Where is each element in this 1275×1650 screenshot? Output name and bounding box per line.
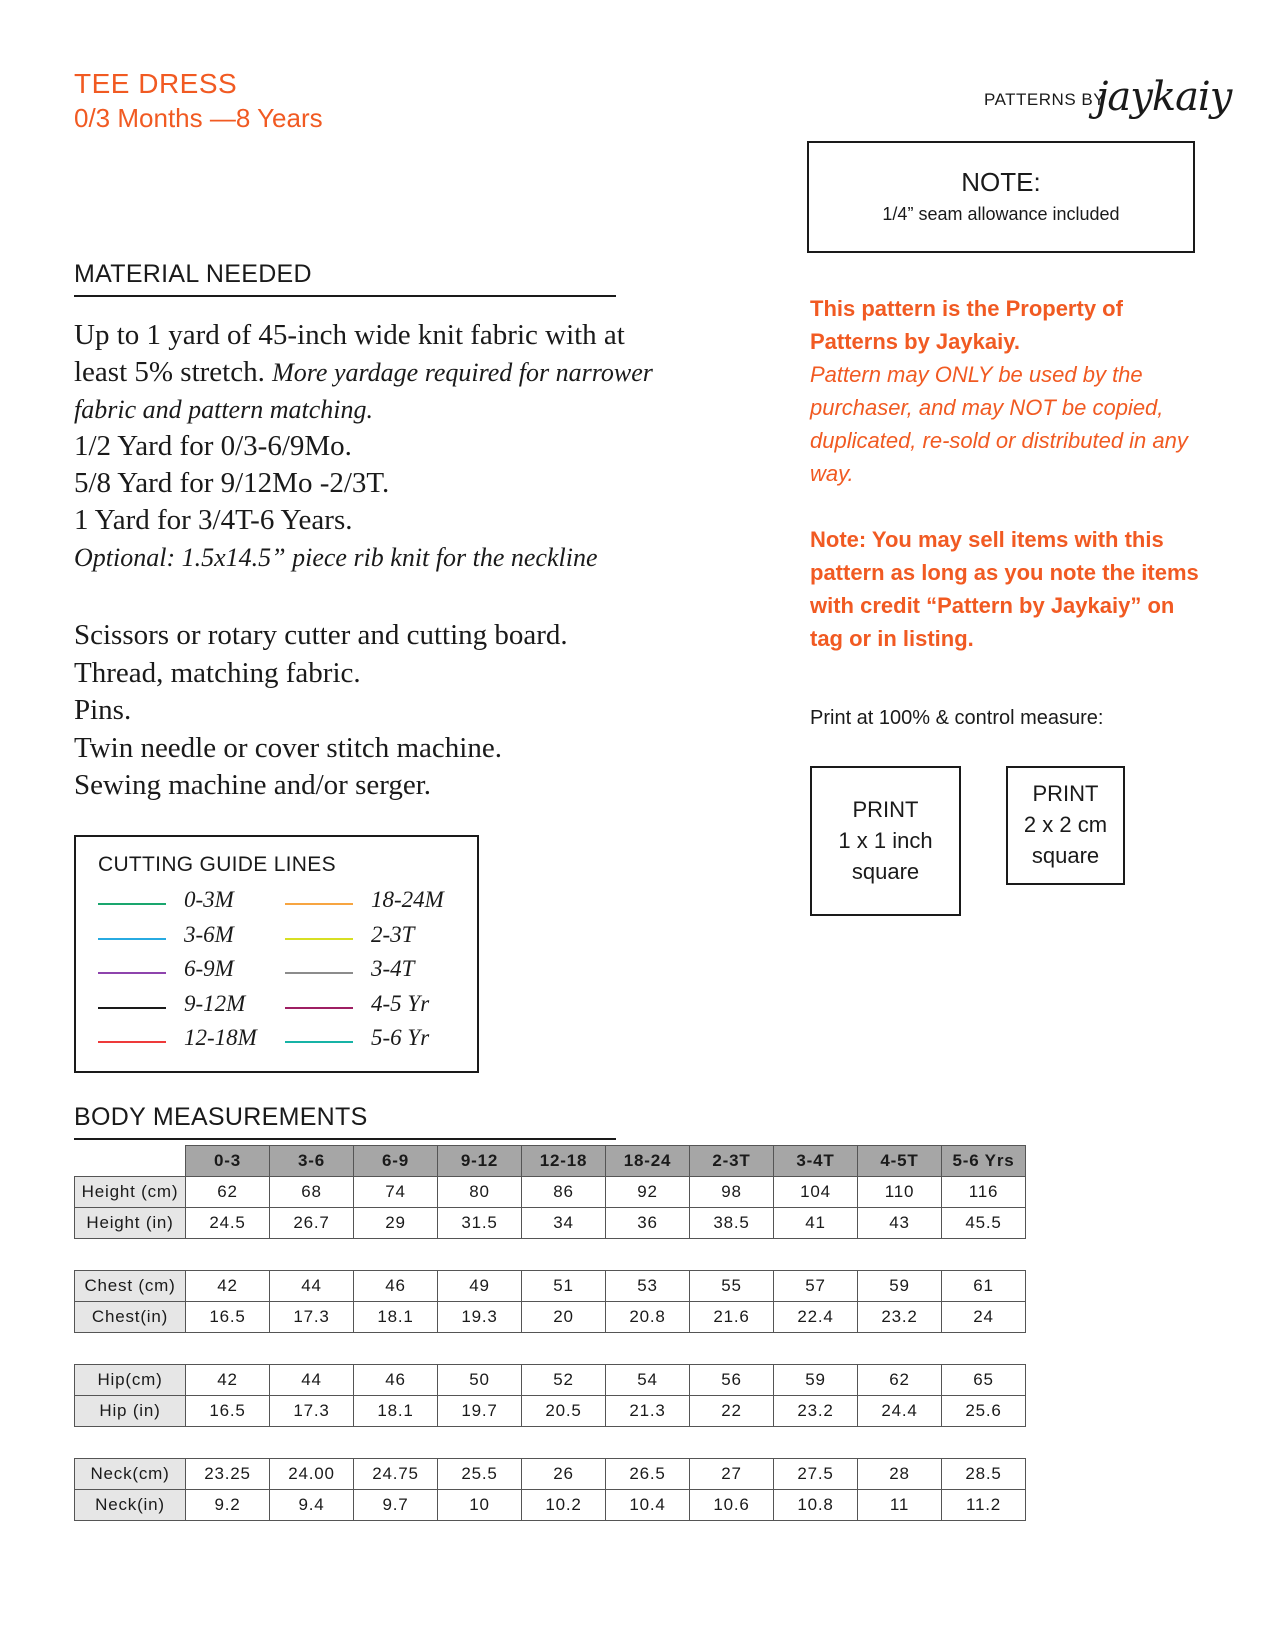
row-label: Hip(cm): [75, 1365, 186, 1396]
table-cell: 43: [858, 1208, 942, 1239]
cutting-guide-line: [98, 903, 166, 905]
table-cell: 20.5: [522, 1396, 606, 1427]
table-row: [75, 1365, 1026, 1396]
table-cell: 61: [942, 1271, 1026, 1302]
table-cell: 74: [354, 1177, 438, 1208]
size-column-header: 9-12: [438, 1146, 522, 1177]
table-cell: 38.5: [690, 1208, 774, 1239]
table-cell: 16.5: [186, 1302, 270, 1333]
size-column-header: 18-24: [606, 1146, 690, 1177]
print-cm-size: 2 x 2 cm: [1023, 812, 1108, 837]
cutting-guide-legend: [74, 835, 479, 1073]
table-cell: 20.8: [606, 1302, 690, 1333]
cutting-guide-line: [285, 903, 353, 905]
table-row: [75, 1459, 1026, 1490]
table-header-row: [75, 1146, 1026, 1177]
brand-logo-block: [984, 74, 1232, 132]
table-cell: 9.4: [270, 1490, 354, 1521]
brand-logo: jaykaiy: [1096, 74, 1232, 120]
table-cell: 24.4: [858, 1396, 942, 1427]
tool-item: Scissors or rotary cutter and cutting board.: [74, 619, 568, 651]
table-cell: 59: [858, 1271, 942, 1302]
print-inch-size: 1 x 1 inch: [838, 828, 933, 853]
cutting-guide-label: 3-6M: [184, 921, 234, 947]
table-cell: 24.5: [186, 1208, 270, 1239]
material-line-2: 1/2 Yard for 0/3-6/9Mo.: [74, 430, 352, 462]
table-cell: 10.8: [774, 1490, 858, 1521]
table-cell: 10.2: [522, 1490, 606, 1521]
table-row: [75, 1208, 1026, 1239]
table-row: [75, 1302, 1026, 1333]
table-cell: 19.3: [438, 1302, 522, 1333]
table-cell: 31.5: [438, 1208, 522, 1239]
table-cell: 23.2: [858, 1302, 942, 1333]
cutting-guide-line: [285, 972, 353, 974]
table-row: [75, 1177, 1026, 1208]
table-cell: 24: [942, 1302, 1026, 1333]
tool-item: Sewing machine and/or serger.: [74, 769, 432, 801]
material-heading: MATERIAL NEEDED: [74, 260, 616, 297]
table-cell: 29: [354, 1208, 438, 1239]
table-cell: 62: [186, 1177, 270, 1208]
table-spacer: [75, 1333, 1026, 1365]
table-cell: 55: [690, 1271, 774, 1302]
table-cell: 46: [354, 1271, 438, 1302]
table-cell: 42: [186, 1365, 270, 1396]
table-cell: 26.7: [270, 1208, 354, 1239]
table-cell: 86: [522, 1177, 606, 1208]
material-description: [74, 317, 674, 576]
table-cell: 54: [606, 1365, 690, 1396]
size-column-header: 4-5T: [858, 1146, 942, 1177]
table-cell: 65: [942, 1365, 1026, 1396]
note-title: NOTE:: [961, 167, 1041, 197]
brand-prefix: PATTERNS BY: [984, 90, 1106, 109]
cutting-guide-title: CUTTING GUIDE LINES: [98, 853, 336, 876]
table-cell: 62: [858, 1365, 942, 1396]
print-inch-shape: square: [851, 859, 920, 884]
table-cell: 9.7: [354, 1490, 438, 1521]
table-cell: 23.25: [186, 1459, 270, 1490]
table-cell: 10: [438, 1490, 522, 1521]
table-cell: 26.5: [606, 1459, 690, 1490]
cutting-guide-label: 2-3T: [371, 921, 415, 947]
page-title: TEE DRESS: [74, 68, 238, 99]
table-cell: 50: [438, 1365, 522, 1396]
table-cell: 27: [690, 1459, 774, 1490]
table-cell: 18.1: [354, 1302, 438, 1333]
table-cell: 24.75: [354, 1459, 438, 1490]
row-label: Height (in): [75, 1208, 186, 1239]
size-column-header: 3-6: [270, 1146, 354, 1177]
table-cell: 92: [606, 1177, 690, 1208]
table-cell: 104: [774, 1177, 858, 1208]
table-cell: 46: [354, 1365, 438, 1396]
table-cell: 11.2: [942, 1490, 1026, 1521]
table-cell: 20: [522, 1302, 606, 1333]
material-optional: Optional: 1.5x14.5” piece rib knit for the neckline: [74, 543, 598, 572]
table-cell: 25.6: [942, 1396, 1026, 1427]
print-cm-square: [1006, 766, 1125, 885]
property-notice: [810, 292, 1210, 655]
size-column-header: 6-9: [354, 1146, 438, 1177]
material-line-4: 1 Yard for 3/4T-6 Years.: [74, 504, 353, 536]
table-cell: 57: [774, 1271, 858, 1302]
table-cell: 21.6: [690, 1302, 774, 1333]
cutting-guide-line: [98, 1007, 166, 1009]
size-range-subtitle: 0/3 Months —8 Years: [74, 103, 323, 133]
material-line-1-note: More yardage required for narrower fabric and pattern matching.: [74, 358, 653, 424]
table-cell: 18.1: [354, 1396, 438, 1427]
table-cell: 49: [438, 1271, 522, 1302]
body-measurements-table: [74, 1145, 1026, 1521]
row-label: Hip (in): [75, 1396, 186, 1427]
cutting-guide-line: [285, 1007, 353, 1009]
material-line-3: 5/8 Yard for 9/12Mo -2/3T.: [74, 467, 390, 499]
table-row: [75, 1490, 1026, 1521]
table-cell: 59: [774, 1365, 858, 1396]
table-cell: 26: [522, 1459, 606, 1490]
cutting-guide-label: 6-9M: [184, 956, 234, 981]
table-cell: 44: [270, 1271, 354, 1302]
table-corner: [75, 1146, 186, 1177]
size-column-header: 5-6 Yrs: [942, 1146, 1026, 1177]
size-column-header: 0-3: [186, 1146, 270, 1177]
table-cell: 41: [774, 1208, 858, 1239]
tool-item: Twin needle or cover stitch machine.: [74, 731, 502, 764]
table-cell: 17.3: [270, 1302, 354, 1333]
table-cell: 23.2: [774, 1396, 858, 1427]
material-line-1: Up to 1 yard of 45-inch wide knit fabric with at least 5% stretch.: [74, 319, 625, 388]
table-cell: 22: [690, 1396, 774, 1427]
cutting-guide-line: [98, 938, 166, 940]
size-column-header: 2-3T: [690, 1146, 774, 1177]
note-text: 1/4” seam allowance included: [882, 204, 1120, 224]
cutting-guide-label: 3-4T: [371, 956, 415, 981]
table-spacer: [75, 1427, 1026, 1459]
table-cell: 10.6: [690, 1490, 774, 1521]
table-cell: 17.3: [270, 1396, 354, 1427]
selling-note: Note: You may sell items with this pattern as long as you note the items with credit “Pattern by Jaykaiy” on tag or in listing.: [810, 527, 1199, 651]
property-statement: This pattern is the Property of Patterns by Jaykaiy.: [810, 296, 1123, 354]
size-column-header: 12-18: [522, 1146, 606, 1177]
row-label: Chest (cm): [75, 1271, 186, 1302]
note-box: [807, 141, 1195, 253]
cutting-guide-label: 12-18M: [184, 1025, 257, 1050]
table-cell: 80: [438, 1177, 522, 1208]
table-cell: 9.2: [186, 1490, 270, 1521]
table-cell: 28.5: [942, 1459, 1026, 1490]
table-cell: 110: [858, 1177, 942, 1208]
table-cell: 51: [522, 1271, 606, 1302]
row-label: Neck(in): [75, 1490, 186, 1521]
table-cell: 44: [270, 1365, 354, 1396]
size-column-header: 3-4T: [774, 1146, 858, 1177]
usage-restriction: Pattern may ONLY be used by the purchaser, and may NOT be copied, duplicated, re-sold or distributed in any way.: [810, 362, 1188, 486]
table-cell: 53: [606, 1271, 690, 1302]
tool-item: Thread, matching fabric.: [74, 656, 361, 689]
table-cell: 116: [942, 1177, 1026, 1208]
table-cell: 98: [690, 1177, 774, 1208]
print-instruction: Print at 100% & control measure:: [810, 707, 1104, 729]
table-cell: 24.00: [270, 1459, 354, 1490]
table-cell: 34: [522, 1208, 606, 1239]
tools-list: [74, 617, 568, 805]
table-cell: 11: [858, 1490, 942, 1521]
table-cell: 42: [186, 1271, 270, 1302]
table-row: [75, 1271, 1026, 1302]
table-cell: 16.5: [186, 1396, 270, 1427]
table-cell: 19.7: [438, 1396, 522, 1427]
body-measurements-heading: BODY MEASUREMENTS: [74, 1103, 616, 1140]
cutting-guide-label: 4-5 Yr: [371, 990, 430, 1016]
table-cell: 22.4: [774, 1302, 858, 1333]
table-spacer: [75, 1239, 1026, 1271]
cutting-guide-label: 0-3M: [184, 887, 234, 912]
print-inch-square: [810, 766, 961, 916]
table-cell: 10.4: [606, 1490, 690, 1521]
cutting-guide-line: [285, 938, 353, 940]
table-cell: 21.3: [606, 1396, 690, 1427]
row-label: Neck(cm): [75, 1459, 186, 1490]
table-cell: 68: [270, 1177, 354, 1208]
cutting-guide-label: 9-12M: [184, 990, 246, 1016]
cutting-guide-line: [285, 1041, 353, 1043]
print-cm-label: PRINT: [1032, 781, 1099, 806]
tool-item: Pins.: [74, 694, 132, 726]
table-cell: 56: [690, 1365, 774, 1396]
cutting-guide-label: 18-24M: [371, 887, 444, 912]
table-cell: 45.5: [942, 1208, 1026, 1239]
print-cm-shape: square: [1031, 843, 1100, 868]
print-inch-label: PRINT: [852, 797, 919, 822]
table-cell: 27.5: [774, 1459, 858, 1490]
table-cell: 36: [606, 1208, 690, 1239]
cutting-guide-line: [98, 972, 166, 974]
cutting-guide-line: [98, 1041, 166, 1043]
table-row: [75, 1396, 1026, 1427]
cutting-guide-label: 5-6 Yr: [371, 1025, 430, 1050]
row-label: Chest(in): [75, 1302, 186, 1333]
table-cell: 25.5: [438, 1459, 522, 1490]
row-label: Height (cm): [75, 1177, 186, 1208]
table-cell: 28: [858, 1459, 942, 1490]
table-cell: 52: [522, 1365, 606, 1396]
